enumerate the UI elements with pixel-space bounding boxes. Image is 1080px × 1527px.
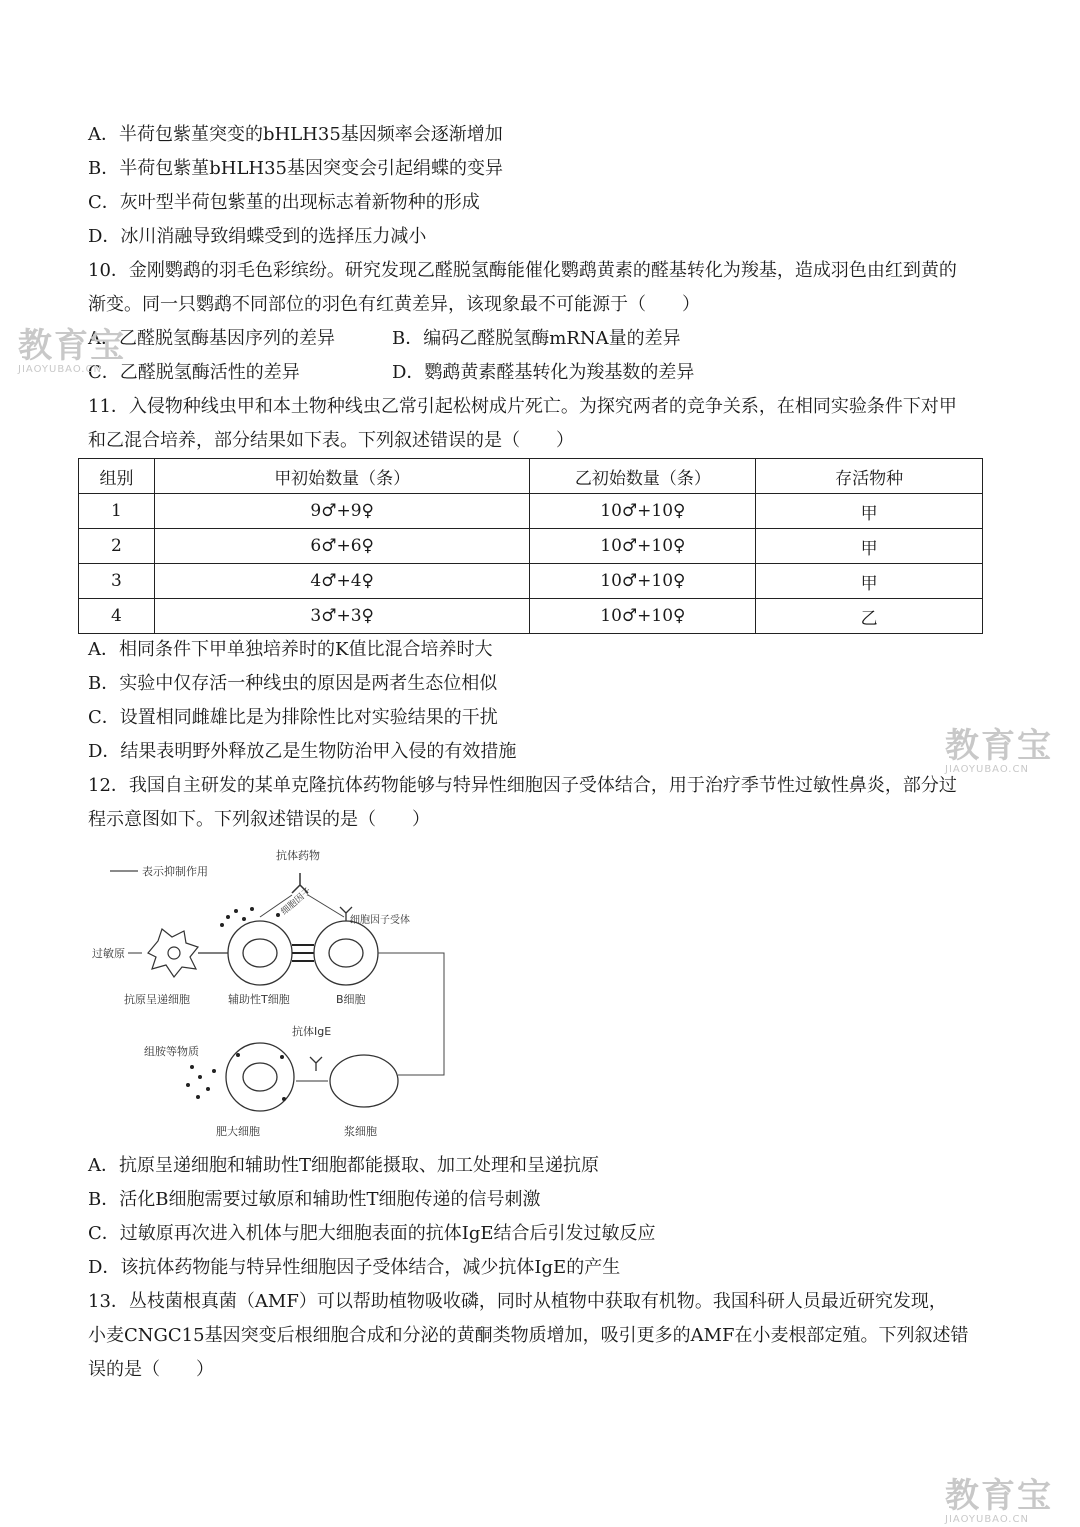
table-cell: 3♂+3♀ [154,599,530,634]
q11-option-c: C．设置相同雌雄比是为排除性比对实验结果的干扰 [88,707,498,728]
tissue-amine-label: 组胺等物质 [144,1045,199,1058]
legend-label: 表示抑制作用 [142,865,208,878]
watermark-site: JIAOYUBAO.CN [18,364,102,375]
table-cell: 乙 [756,599,983,634]
table-header: 甲初始数量（条） [154,459,530,494]
b-cell-icon [314,921,378,985]
table-cell: 10♂+10♀ [530,564,756,599]
q9-option-c: C．灰叶型半荷包紫堇的出现标志着新物种的形成 [88,192,480,213]
q9-option-a: A．半荷包紫堇突变的bHLH35基因频率会逐渐增加 [88,124,503,145]
watermark-title: 教育宝 [945,1476,1053,1516]
plasma-cell-icon [330,1055,398,1107]
helper-t-label: 辅助性T细胞 [228,993,290,1006]
mast-cell-label: 肥大细胞 [216,1125,260,1138]
watermark-title: 教育宝 [945,726,1053,766]
q11-option-b: B．实验中仅存活一种线虫的原因是两者生态位相似 [88,673,498,694]
table-cell: 10♂+10♀ [530,599,756,634]
q11-option-d: D．结果表明野外释放乙是生物防治甲入侵的有效措施 [88,741,517,762]
q12-stem-line1: 12．我国自主研发的某单克隆抗体药物能够与特异性细胞因子受体结合，用于治疗季节性过敏性鼻炎，部分过 [88,775,957,796]
antibody-ige-label: 抗体IgE [292,1025,332,1038]
q10-option-a: A．乙醛脱氢酶基因序列的差异 [88,328,335,349]
q12-option-b: B．活化B细胞需要过敏原和辅助性T细胞传递的信号刺激 [88,1189,541,1210]
cytokine-label: 细胞因子 [279,886,314,918]
table-cell: 10♂+10♀ [530,494,756,529]
q12-stem-line2: 程示意图如下。下列叙述错误的是（ ） [88,809,430,830]
q11-result-table [78,458,983,634]
q11-stem-line1: 11．入侵物种线虫甲和本土物种线虫乙常引起松树成片死亡。为探究两者的竞争关系，在相同实验条件下对甲 [88,396,957,417]
b-to-plasma-arrow [378,953,444,1075]
q11-option-a: A．相同条件下甲单独培养时的K值比混合培养时大 [88,639,493,660]
q13-stem-line3: 误的是（ ） [88,1359,214,1380]
table-cell: 甲 [756,494,983,529]
table-row [79,564,983,599]
apc-cell-icon [148,929,198,977]
q13-stem-line1: 13．丛枝菌根真菌（AMF）可以帮助植物吸收磷，同时从植物中获取有机物。我国科研人员最近研究发现， [88,1291,947,1312]
table-cell: 甲 [756,529,983,564]
table-cell: 3 [79,564,155,599]
cytokine-receptor-label: 细胞因子受体 [350,915,410,926]
helper-t-cell-icon [228,921,292,985]
watermark-logo [945,728,1053,776]
t-b-contact-icon [292,945,314,961]
table-cell: 2 [79,529,155,564]
table-cell: 9♂+9♀ [154,494,530,529]
q10-stem-line2: 渐变。同一只鹦鹉不同部位的羽色有红黄差异，该现象最不可能源于（ ） [88,294,700,315]
watermark-title: 教育宝 [18,326,126,366]
table-cell: 4♂+4♀ [154,564,530,599]
immune-process-diagram [88,845,460,1143]
granule-dots [186,1053,286,1101]
apc-label: 抗原呈递细胞 [124,993,190,1006]
table-row [79,529,983,564]
watermark-site: JIAOYUBAO.CN [945,764,1029,775]
table-header: 乙初始数量（条） [530,459,756,494]
watermark-logo [18,328,126,376]
q9-option-d: D．冰川消融导致绢蝶受到的选择压力减小 [88,226,427,247]
table-cell: 甲 [756,564,983,599]
q12-option-c: C．过敏原再次进入机体与肥大细胞表面的抗体IgE结合后引发过敏反应 [88,1223,656,1244]
watermark-site: JIAOYUBAO.CN [945,1514,1029,1525]
q12-option-d: D．该抗体药物能与特异性细胞因子受体结合，减少抗体IgE的产生 [88,1257,621,1278]
table-row [79,599,983,634]
q10-stem-line1: 10．金刚鹦鹉的羽毛色彩缤纷。研究发现乙醛脱氢酶能催化鹦鹉黄素的醛基转化为羧基，造成羽色由红到黄的 [88,260,957,281]
q10-option-b: B．编码乙醛脱氢酶mRNA量的差异 [392,328,681,349]
table-cell: 1 [79,494,155,529]
table-cell: 10♂+10♀ [530,529,756,564]
q12-option-a: A．抗原呈递细胞和辅助性T细胞都能摄取、加工处理和呈递抗原 [88,1155,600,1176]
b-cell-label: B细胞 [336,993,366,1006]
table-header: 组别 [79,459,155,494]
q10-option-c: C．乙醛脱氢酶活性的差异 [88,362,300,383]
q9-option-b: B．半荷包紫堇bHLH35基因突变会引起绢蝶的变异 [88,158,504,179]
q10-option-d: D．鹦鹉黄素醛基转化为羧基数的差异 [392,362,695,383]
q13-stem-line2: 小麦CNGC15基因突变后根细胞合成和分泌的黄酮类物质增加，吸引更多的AMF在小麦根部定殖。下列叙述错 [88,1325,969,1346]
table-cell: 4 [79,599,155,634]
table-cell: 6♂+6♀ [154,529,530,564]
allergen-label: 过敏原 [92,947,125,960]
watermark-logo [945,1478,1053,1526]
table-header-row [79,459,983,494]
q11-stem-line2: 和乙混合培养，部分结果如下表。下列叙述错误的是（ ） [88,430,574,451]
ige-antibody-icon [310,1057,322,1071]
drug-to-receptor-line [308,895,344,917]
plasma-cell-label: 浆细胞 [344,1125,377,1138]
antibody-drug-label: 抗体药物 [276,849,320,862]
table-row [79,494,983,529]
table-header: 存活物种 [756,459,983,494]
